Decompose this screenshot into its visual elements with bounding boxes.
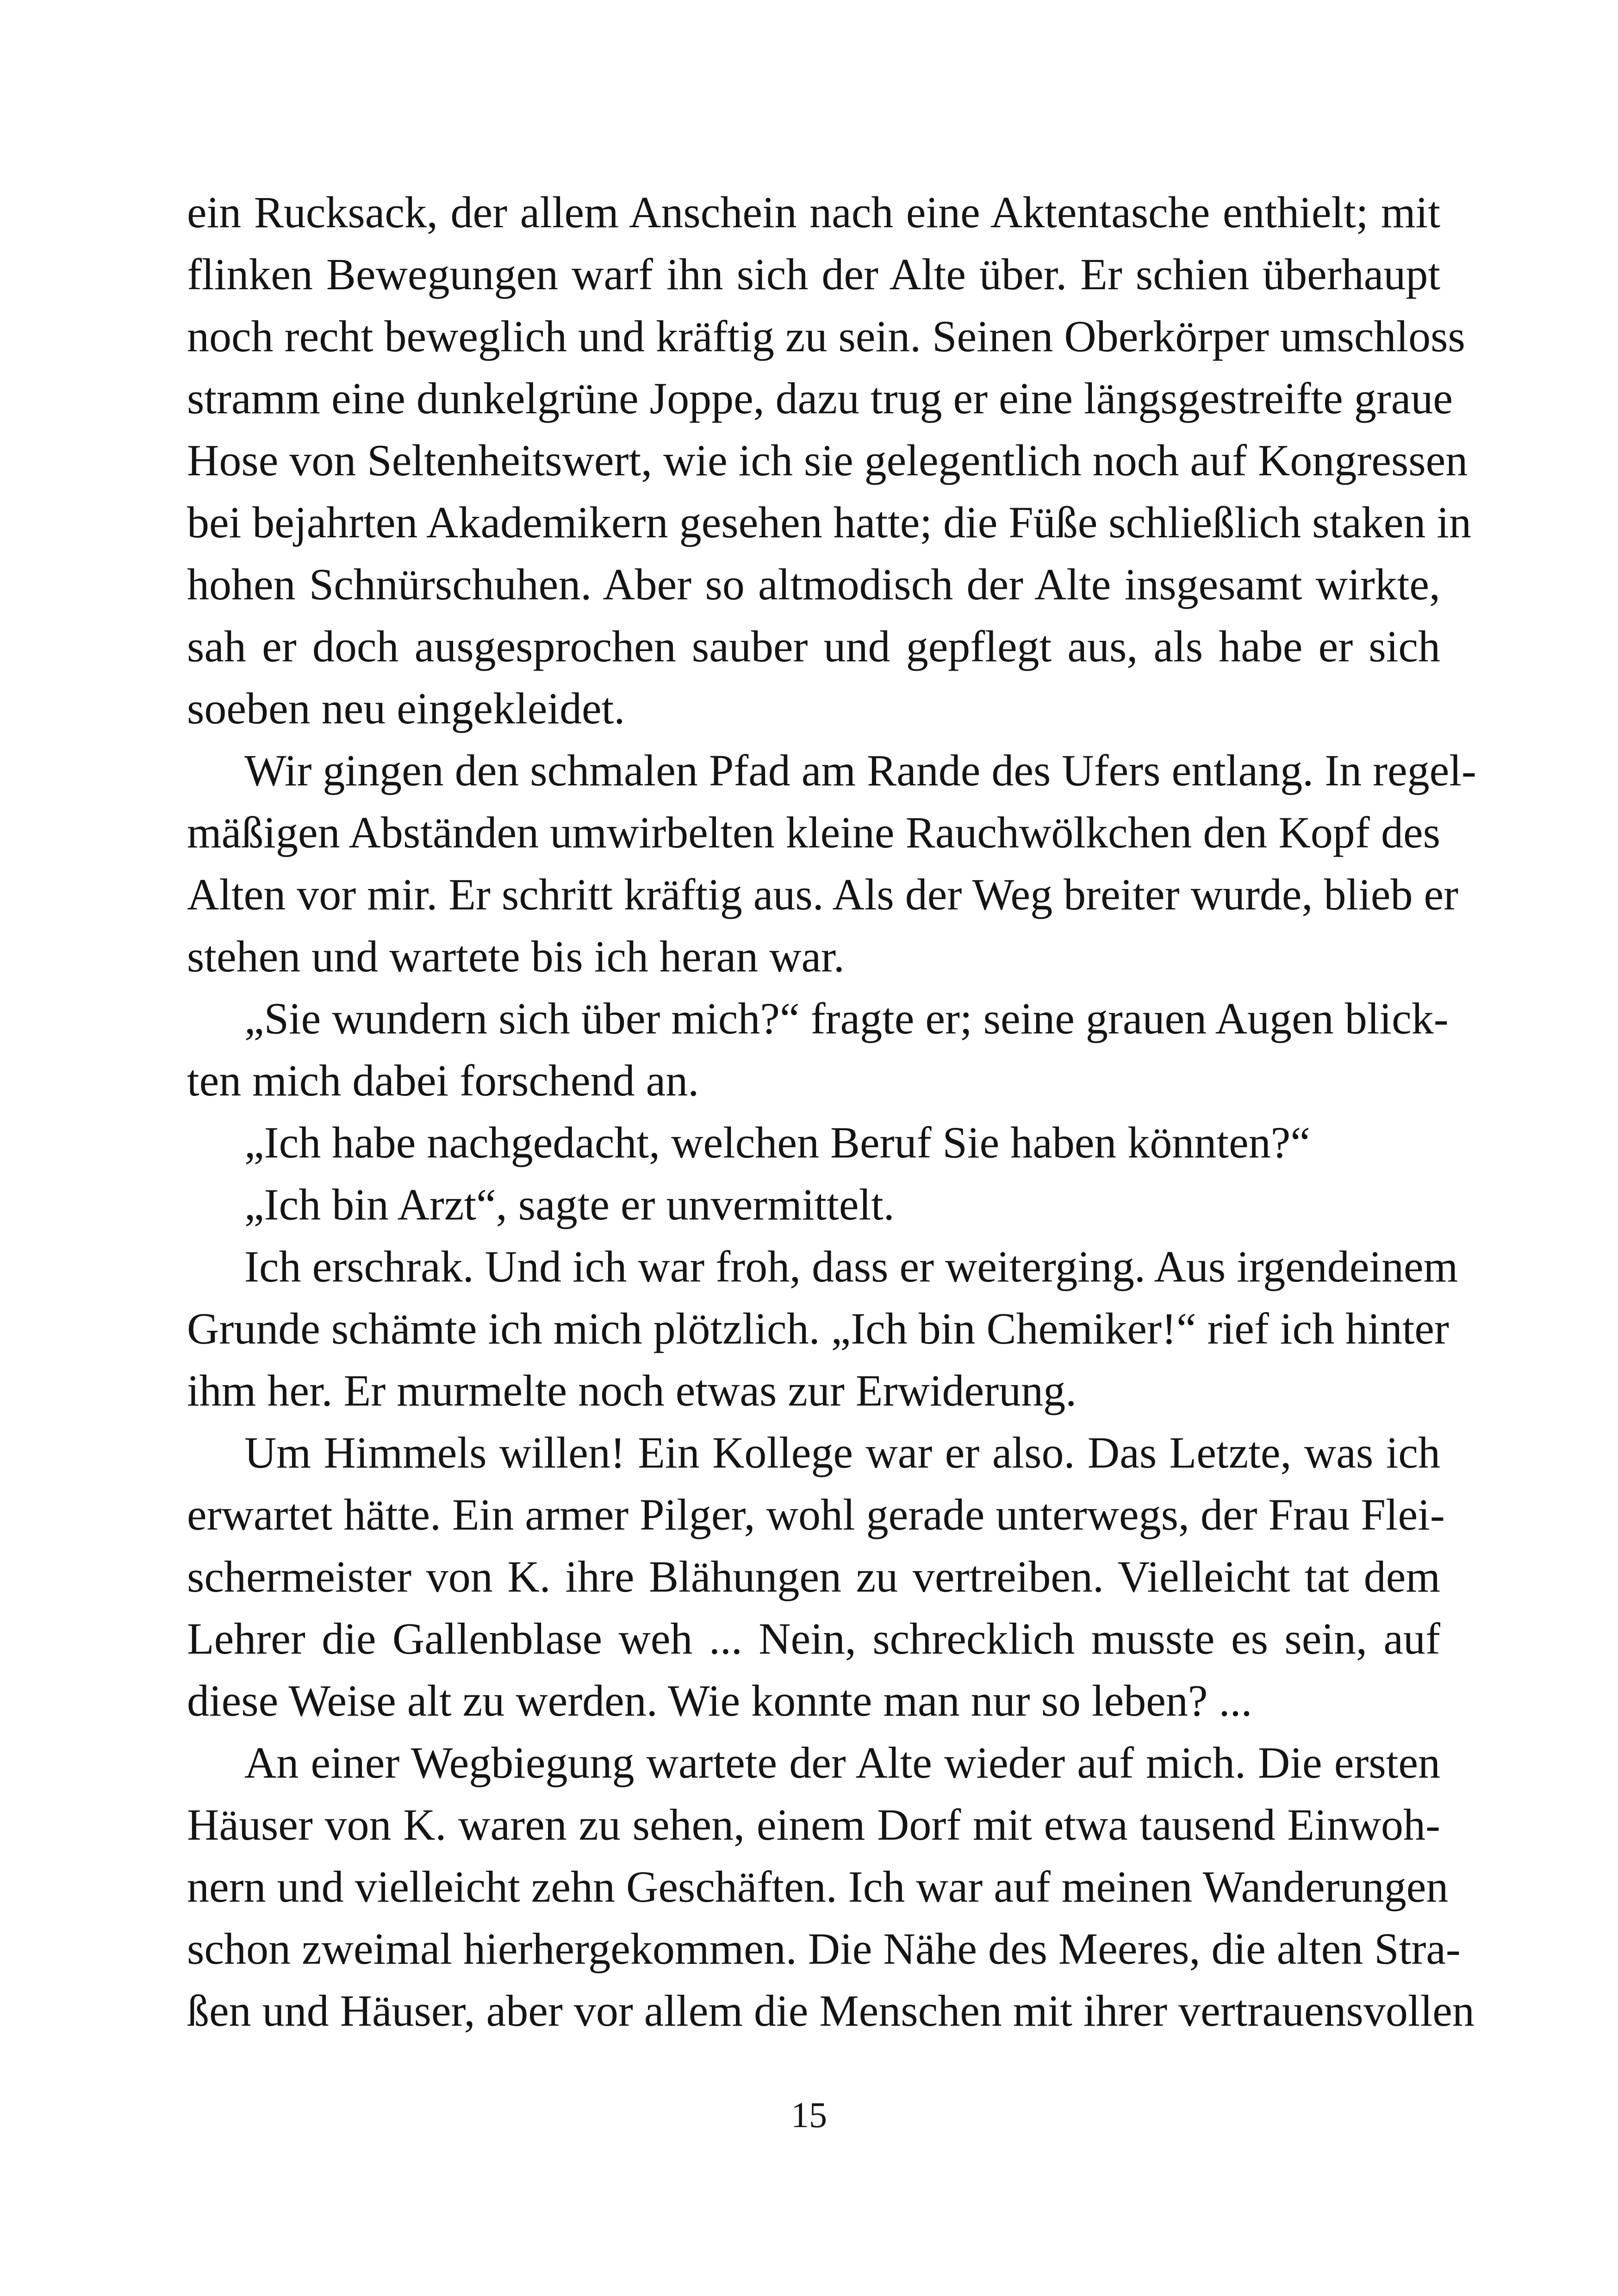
text-line: schermeister von K. ihre Blähungen zu vertreiben. Vielleicht tat dem (187, 1552, 1440, 1601)
text-line: Lehrer die Gallenblase weh ... Nein, schrecklich musste es sein, auf (187, 1614, 1440, 1663)
paragraph (187, 1112, 1440, 1174)
text-line: „Sie wundern sich über mich?“ fragte er; seine grauen Augen blick- (244, 994, 1449, 1043)
paragraph (187, 1174, 1440, 1236)
text-line: hohen Schnürschuhen. Aber so altmodisch der Alte insgesamt wirkte, (187, 560, 1440, 609)
text-line: ßen und Häuser, aber vor allem die Menschen mit ihrer vertrauensvollen (187, 1986, 1475, 2035)
text-line: nern und vielleicht zehn Geschäften. Ich war auf meinen Wanderungen (187, 1862, 1449, 1911)
page-number: 15 (791, 2095, 827, 2135)
text-line: erwartet hätte. Ein armer Pilger, wohl gerade unterwegs, der Frau Flei- (187, 1490, 1445, 1539)
text-line: Alten vor mir. Er schritt kräftig aus. Als der Weg breiter wurde, blieb er (187, 870, 1459, 919)
paragraph (187, 1422, 1445, 1732)
text-line: Häuser von K. waren zu sehen, einem Dorf mit etwa tausend Einwoh- (187, 1800, 1440, 1849)
text-line: mäßigen Abständen umwirbelten kleine Rauchwölkchen den Kopf des (187, 808, 1440, 857)
text-line: Grunde schämte ich mich plötzlich. „Ich bin Chemiker!“ rief ich hinter (187, 1304, 1449, 1353)
text-line: „Ich habe nachgedacht, welchen Beruf Sie haben könnten?“ (244, 1118, 1310, 1167)
text-line: ihm her. Er murmelte noch etwas zur Erwiderung. (187, 1366, 1077, 1415)
text-line: flinken Bewegungen warf ihn sich der Alte über. Er schien überhaupt (187, 249, 1440, 299)
paragraph (187, 1236, 1458, 1422)
paragraph (187, 740, 1476, 988)
text-line: stehen und wartete bis ich heran war. (187, 932, 845, 981)
text-line: bei bejahrten Akademikern gesehen hatte; die Füße schließlich staken in (187, 498, 1472, 547)
text-line: soeben neu eingekleidet. (187, 684, 625, 733)
text-line: schon zweimal hierhergekommen. Die Nähe des Meeres, die alten Stra- (187, 1924, 1461, 1973)
paragraph (187, 1732, 1475, 2042)
text-line: An einer Wegbiegung wartete der Alte wieder auf mich. Die ersten (244, 1738, 1440, 1787)
paragraph (187, 181, 1472, 740)
text-line: Wir gingen den schmalen Pfad am Rande des Ufers entlang. In regel- (244, 746, 1476, 795)
text-line: ten mich dabei forschend an. (187, 1056, 699, 1105)
text-line: noch recht beweglich und kräftig zu sein. Seinen Oberkörper umschloss (187, 311, 1465, 361)
paragraph (187, 988, 1449, 1112)
text-line: Um Himmels willen! Ein Kollege war er also. Das Letzte, was ich (244, 1428, 1440, 1477)
text-line: Ich erschrak. Und ich war froh, dass er weiterging. Aus irgendeinem (244, 1242, 1458, 1291)
text-line: ein Rucksack, der allem Anschein nach eine Aktentasche enthielt; mit (187, 187, 1440, 237)
text-line: Hose von Seltenheitswert, wie ich sie gelegentlich noch auf Kongressen (187, 436, 1468, 485)
text-line: sah er doch ausgesprochen sauber und gepflegt aus, als habe er sich (187, 622, 1440, 671)
text-line: stramm eine dunkelgrüne Joppe, dazu trug er eine längsgestreifte graue (187, 373, 1453, 423)
body-text (187, 181, 1476, 2042)
text-line: diese Weise alt zu werden. Wie konnte man nur so leben? ... (187, 1676, 1252, 1725)
text-line: „Ich bin Arzt“, sagte er unvermittelt. (244, 1180, 895, 1229)
